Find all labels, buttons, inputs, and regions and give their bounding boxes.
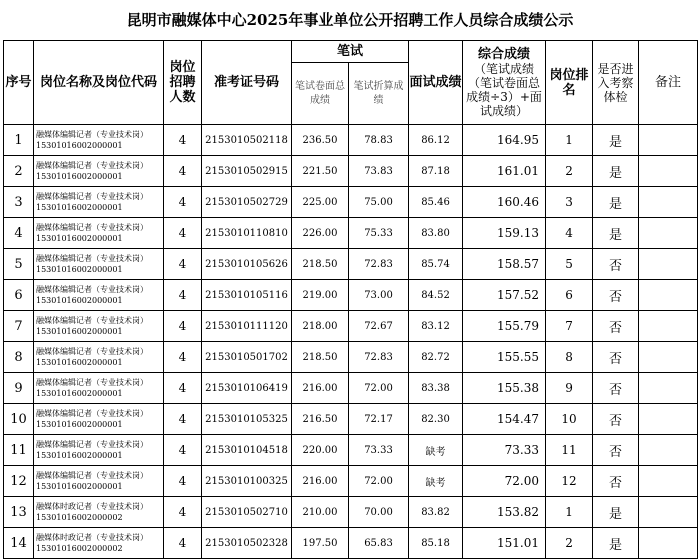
cell-seq: 11 bbox=[4, 435, 34, 466]
position-code: 15301016002000001 bbox=[36, 389, 123, 398]
cell-written-raw: 216.00 bbox=[292, 373, 349, 404]
position-name: 融媒体编辑记者（专业技术岗） bbox=[36, 223, 148, 232]
table-row bbox=[4, 218, 698, 249]
cell-total: 164.95 bbox=[463, 125, 546, 156]
cell-rank: 11 bbox=[546, 435, 593, 466]
cell-ticket: 2153010501702 bbox=[202, 342, 292, 373]
position-name: 融媒体编辑记者（专业技术岗） bbox=[36, 440, 148, 449]
table-row bbox=[4, 497, 698, 528]
table-row bbox=[4, 342, 698, 373]
header-written-raw: 笔试卷面总成绩 bbox=[292, 63, 349, 125]
header-seq: 序号 bbox=[4, 41, 34, 125]
cell-rank: 6 bbox=[546, 280, 593, 311]
table-row bbox=[4, 249, 698, 280]
position-name: 融媒体编辑记者（专业技术岗） bbox=[36, 378, 148, 387]
cell-written-converted: 72.83 bbox=[349, 342, 409, 373]
cell-total: 73.33 bbox=[463, 435, 546, 466]
position-name: 融媒体时政记者（专业技术岗） bbox=[36, 533, 148, 542]
cell-total: 159.13 bbox=[463, 218, 546, 249]
cell-written-raw: 218.00 bbox=[292, 311, 349, 342]
cell-inspection: 否 bbox=[593, 311, 639, 342]
header-composite bbox=[463, 41, 546, 125]
cell-position bbox=[34, 218, 164, 249]
cell-total: 151.01 bbox=[463, 528, 546, 559]
cell-interview: 86.12 bbox=[409, 125, 463, 156]
cell-written-raw: 219.00 bbox=[292, 280, 349, 311]
cell-ticket: 2153010502710 bbox=[202, 497, 292, 528]
header-ticket: 准考证号码 bbox=[202, 41, 292, 125]
cell-ticket: 2153010106419 bbox=[202, 373, 292, 404]
cell-written-converted: 72.00 bbox=[349, 373, 409, 404]
cell-rank: 5 bbox=[546, 249, 593, 280]
cell-written-raw: 225.00 bbox=[292, 187, 349, 218]
cell-inspection: 是 bbox=[593, 125, 639, 156]
cell-inspection: 否 bbox=[593, 435, 639, 466]
cell-position bbox=[34, 497, 164, 528]
cell-rank: 4 bbox=[546, 218, 593, 249]
position-code: 15301016002000002 bbox=[36, 513, 123, 522]
cell-written-converted: 73.83 bbox=[349, 156, 409, 187]
cell-position bbox=[34, 156, 164, 187]
cell-interview: 84.52 bbox=[409, 280, 463, 311]
cell-remark bbox=[639, 280, 698, 311]
cell-remark bbox=[639, 528, 698, 559]
cell-total: 72.00 bbox=[463, 466, 546, 497]
position-name: 融媒体编辑记者（专业技术岗） bbox=[36, 471, 148, 480]
table-row bbox=[4, 435, 698, 466]
cell-seq: 5 bbox=[4, 249, 34, 280]
cell-inspection: 否 bbox=[593, 249, 639, 280]
cell-quota: 4 bbox=[164, 280, 202, 311]
cell-seq: 3 bbox=[4, 187, 34, 218]
header-composite-formula: （笔试成绩（笔试卷面总成绩÷3）+面试成绩） bbox=[466, 62, 542, 118]
cell-quota: 4 bbox=[164, 218, 202, 249]
cell-written-raw: 210.00 bbox=[292, 497, 349, 528]
cell-inspection: 否 bbox=[593, 404, 639, 435]
position-code: 15301016002000001 bbox=[36, 265, 123, 274]
cell-interview: 83.80 bbox=[409, 218, 463, 249]
table-row bbox=[4, 280, 698, 311]
cell-ticket: 2153010100325 bbox=[202, 466, 292, 497]
cell-seq: 1 bbox=[4, 125, 34, 156]
cell-remark bbox=[639, 311, 698, 342]
cell-rank: 1 bbox=[546, 497, 593, 528]
cell-ticket: 2153010502328 bbox=[202, 528, 292, 559]
cell-position bbox=[34, 435, 164, 466]
header-rank: 岗位排名 bbox=[546, 41, 593, 125]
table-row bbox=[4, 373, 698, 404]
cell-interview: 83.82 bbox=[409, 497, 463, 528]
position-code: 15301016002000001 bbox=[36, 172, 123, 181]
cell-ticket: 2153010105325 bbox=[202, 404, 292, 435]
cell-position bbox=[34, 404, 164, 435]
position-code: 15301016002000001 bbox=[36, 451, 123, 460]
position-code: 15301016002000001 bbox=[36, 420, 123, 429]
position-code: 15301016002000001 bbox=[36, 203, 123, 212]
cell-inspection: 否 bbox=[593, 342, 639, 373]
cell-rank: 1 bbox=[546, 125, 593, 156]
cell-quota: 4 bbox=[164, 528, 202, 559]
cell-position bbox=[34, 249, 164, 280]
position-code: 15301016002000001 bbox=[36, 234, 123, 243]
cell-interview: 83.12 bbox=[409, 311, 463, 342]
cell-written-raw: 216.00 bbox=[292, 466, 349, 497]
header-written-converted: 笔试折算成绩 bbox=[349, 63, 409, 125]
cell-position bbox=[34, 466, 164, 497]
cell-position bbox=[34, 373, 164, 404]
cell-interview: 缺考 bbox=[409, 435, 463, 466]
header-composite-title: 综合成绩 bbox=[478, 47, 531, 62]
cell-total: 155.55 bbox=[463, 342, 546, 373]
position-name: 融媒体编辑记者（专业技术岗） bbox=[36, 285, 148, 294]
cell-ticket: 2153010502118 bbox=[202, 125, 292, 156]
cell-written-converted: 72.00 bbox=[349, 466, 409, 497]
cell-remark bbox=[639, 435, 698, 466]
cell-seq: 7 bbox=[4, 311, 34, 342]
cell-total: 158.57 bbox=[463, 249, 546, 280]
cell-written-raw: 221.50 bbox=[292, 156, 349, 187]
cell-ticket: 2153010105626 bbox=[202, 249, 292, 280]
cell-ticket: 2153010110810 bbox=[202, 218, 292, 249]
cell-seq: 10 bbox=[4, 404, 34, 435]
cell-interview: 85.18 bbox=[409, 528, 463, 559]
cell-quota: 4 bbox=[164, 466, 202, 497]
cell-quota: 4 bbox=[164, 497, 202, 528]
cell-rank: 12 bbox=[546, 466, 593, 497]
cell-quota: 4 bbox=[164, 125, 202, 156]
position-code: 15301016002000001 bbox=[36, 327, 123, 336]
cell-ticket: 2153010104518 bbox=[202, 435, 292, 466]
cell-total: 160.46 bbox=[463, 187, 546, 218]
cell-seq: 8 bbox=[4, 342, 34, 373]
position-name: 融媒体编辑记者（专业技术岗） bbox=[36, 316, 148, 325]
cell-interview: 82.30 bbox=[409, 404, 463, 435]
cell-rank: 10 bbox=[546, 404, 593, 435]
cell-rank: 9 bbox=[546, 373, 593, 404]
cell-quota: 4 bbox=[164, 435, 202, 466]
cell-written-converted: 75.00 bbox=[349, 187, 409, 218]
cell-written-converted: 72.83 bbox=[349, 249, 409, 280]
cell-written-converted: 72.67 bbox=[349, 311, 409, 342]
cell-written-converted: 73.00 bbox=[349, 280, 409, 311]
cell-total: 155.79 bbox=[463, 311, 546, 342]
cell-position bbox=[34, 342, 164, 373]
table-row bbox=[4, 466, 698, 497]
table-row bbox=[4, 528, 698, 559]
cell-written-raw: 216.50 bbox=[292, 404, 349, 435]
cell-interview: 85.46 bbox=[409, 187, 463, 218]
cell-inspection: 是 bbox=[593, 156, 639, 187]
cell-written-converted: 75.33 bbox=[349, 218, 409, 249]
results-table bbox=[3, 40, 698, 559]
cell-written-raw: 220.00 bbox=[292, 435, 349, 466]
cell-written-raw: 197.50 bbox=[292, 528, 349, 559]
cell-total: 155.38 bbox=[463, 373, 546, 404]
cell-rank: 7 bbox=[546, 311, 593, 342]
position-name: 融媒体编辑记者（专业技术岗） bbox=[36, 192, 148, 201]
cell-remark bbox=[639, 125, 698, 156]
cell-written-converted: 70.00 bbox=[349, 497, 409, 528]
cell-remark bbox=[639, 218, 698, 249]
cell-inspection: 否 bbox=[593, 280, 639, 311]
cell-total: 153.82 bbox=[463, 497, 546, 528]
cell-interview: 82.72 bbox=[409, 342, 463, 373]
cell-rank: 2 bbox=[546, 528, 593, 559]
position-code: 15301016002000002 bbox=[36, 544, 123, 553]
cell-remark bbox=[639, 497, 698, 528]
cell-position bbox=[34, 187, 164, 218]
cell-written-raw: 236.50 bbox=[292, 125, 349, 156]
position-code: 15301016002000001 bbox=[36, 358, 123, 367]
position-name: 融媒体时政记者（专业技术岗） bbox=[36, 502, 148, 511]
cell-remark bbox=[639, 156, 698, 187]
cell-quota: 4 bbox=[164, 187, 202, 218]
cell-remark bbox=[639, 373, 698, 404]
cell-interview: 87.18 bbox=[409, 156, 463, 187]
cell-inspection: 是 bbox=[593, 187, 639, 218]
cell-written-converted: 73.33 bbox=[349, 435, 409, 466]
table-header bbox=[4, 41, 698, 125]
table-body bbox=[4, 125, 698, 559]
cell-seq: 2 bbox=[4, 156, 34, 187]
cell-remark bbox=[639, 466, 698, 497]
position-code: 15301016002000001 bbox=[36, 141, 123, 150]
position-name: 融媒体编辑记者（专业技术岗） bbox=[36, 161, 148, 170]
table-row bbox=[4, 404, 698, 435]
position-name: 融媒体编辑记者（专业技术岗） bbox=[36, 409, 148, 418]
cell-position bbox=[34, 280, 164, 311]
cell-written-raw: 218.50 bbox=[292, 249, 349, 280]
cell-seq: 9 bbox=[4, 373, 34, 404]
cell-total: 157.52 bbox=[463, 280, 546, 311]
table-row bbox=[4, 156, 698, 187]
cell-rank: 2 bbox=[546, 156, 593, 187]
position-code: 15301016002000001 bbox=[36, 482, 123, 491]
cell-inspection: 是 bbox=[593, 497, 639, 528]
cell-position bbox=[34, 311, 164, 342]
cell-quota: 4 bbox=[164, 311, 202, 342]
cell-inspection: 是 bbox=[593, 528, 639, 559]
header-interview: 面试成绩 bbox=[409, 41, 463, 125]
position-code: 15301016002000001 bbox=[36, 296, 123, 305]
cell-rank: 8 bbox=[546, 342, 593, 373]
cell-written-raw: 226.00 bbox=[292, 218, 349, 249]
position-name: 融媒体编辑记者（专业技术岗） bbox=[36, 130, 148, 139]
table-row bbox=[4, 311, 698, 342]
cell-seq: 6 bbox=[4, 280, 34, 311]
cell-rank: 3 bbox=[546, 187, 593, 218]
position-name: 融媒体编辑记者（专业技术岗） bbox=[36, 254, 148, 263]
cell-total: 161.01 bbox=[463, 156, 546, 187]
cell-written-raw: 218.50 bbox=[292, 342, 349, 373]
cell-remark bbox=[639, 342, 698, 373]
cell-interview: 83.38 bbox=[409, 373, 463, 404]
cell-seq: 14 bbox=[4, 528, 34, 559]
cell-quota: 4 bbox=[164, 342, 202, 373]
cell-inspection: 是 bbox=[593, 218, 639, 249]
cell-ticket: 2153010502729 bbox=[202, 187, 292, 218]
cell-interview: 缺考 bbox=[409, 466, 463, 497]
cell-ticket: 2153010111120 bbox=[202, 311, 292, 342]
position-name: 融媒体编辑记者（专业技术岗） bbox=[36, 347, 148, 356]
header-position: 岗位名称及岗位代码 bbox=[34, 41, 164, 125]
cell-seq: 13 bbox=[4, 497, 34, 528]
table-row bbox=[4, 125, 698, 156]
cell-remark bbox=[639, 249, 698, 280]
page-title: 昆明市融媒体中心2025年事业单位公开招聘工作人员综合成绩公示 bbox=[126, 11, 574, 29]
cell-remark bbox=[639, 187, 698, 218]
cell-quota: 4 bbox=[164, 373, 202, 404]
cell-quota: 4 bbox=[164, 156, 202, 187]
cell-ticket: 2153010105116 bbox=[202, 280, 292, 311]
cell-written-converted: 65.83 bbox=[349, 528, 409, 559]
header-inspection: 是否进入考察体检 bbox=[593, 41, 639, 125]
cell-written-converted: 78.83 bbox=[349, 125, 409, 156]
cell-seq: 4 bbox=[4, 218, 34, 249]
cell-written-converted: 72.17 bbox=[349, 404, 409, 435]
header-quota: 岗位招聘人数 bbox=[164, 41, 202, 125]
cell-seq: 12 bbox=[4, 466, 34, 497]
cell-ticket: 2153010502915 bbox=[202, 156, 292, 187]
cell-remark bbox=[639, 404, 698, 435]
header-written: 笔试 bbox=[292, 41, 409, 63]
cell-quota: 4 bbox=[164, 404, 202, 435]
header-remark: 备注 bbox=[639, 41, 698, 125]
table-row bbox=[4, 187, 698, 218]
cell-inspection: 否 bbox=[593, 373, 639, 404]
cell-quota: 4 bbox=[164, 249, 202, 280]
cell-inspection: 否 bbox=[593, 466, 639, 497]
cell-total: 154.47 bbox=[463, 404, 546, 435]
cell-position bbox=[34, 528, 164, 559]
cell-interview: 85.74 bbox=[409, 249, 463, 280]
cell-position bbox=[34, 125, 164, 156]
